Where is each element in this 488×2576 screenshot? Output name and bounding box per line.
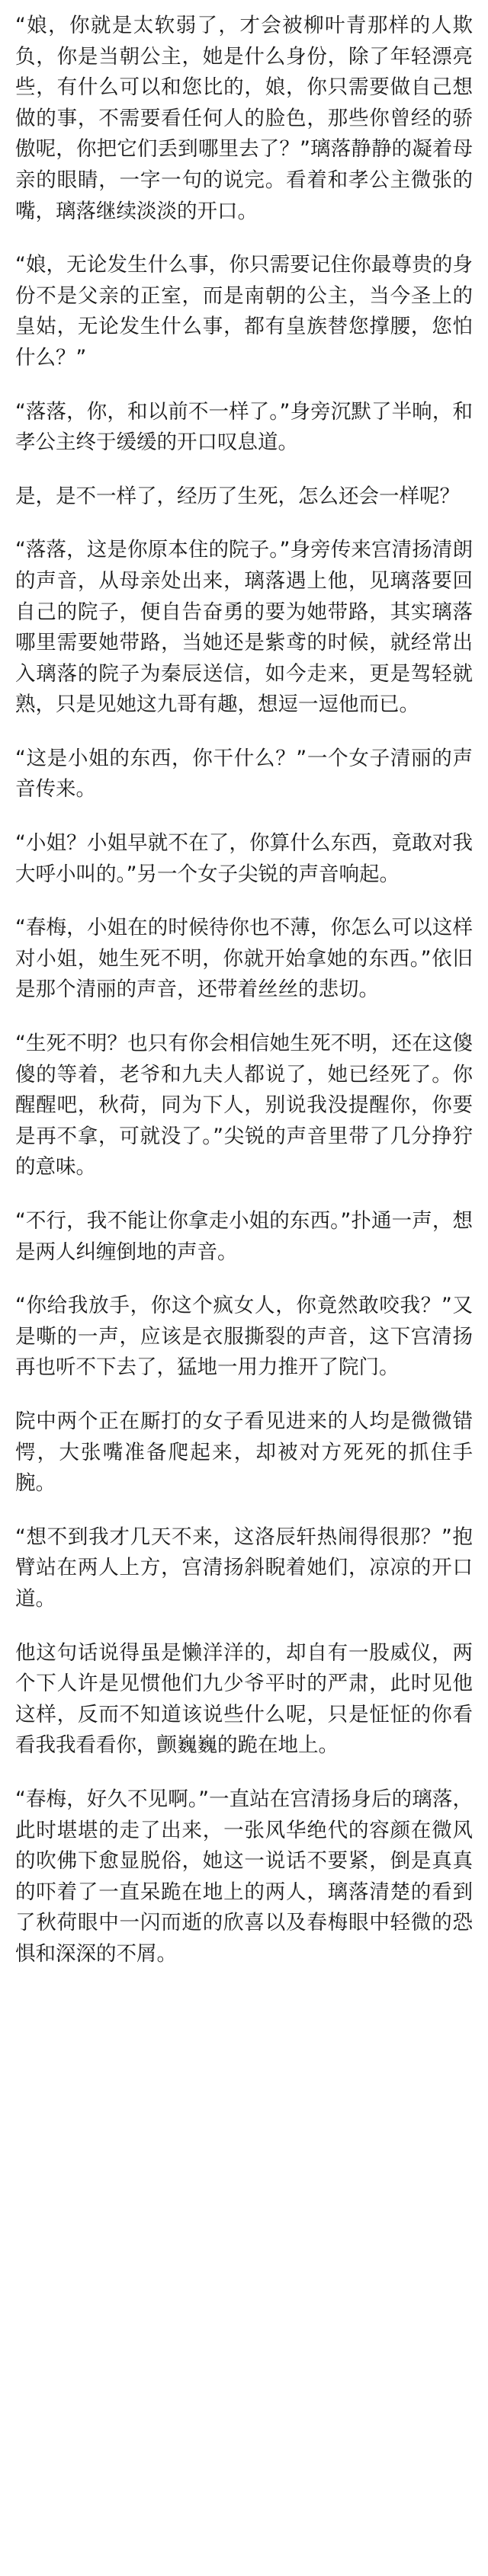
paragraph: “小姐？小姐早就不在了，你算什么东西，竟敢对我大呼小叫的。”另一个女子尖锐的声音响起。 [15, 831, 473, 886]
paragraph: “娘，你就是太软弱了，才会被柳叶青那样的人欺负，你是当朝公主，她是什么身份，除了年轻漂亮些，有什么可以和您比的，娘，你只需要做自己想做的事，不需要看任何人的脸色，那些你曾经的骄傲呢，你把它们丢到哪里去了？”璃落静静的凝着母亲的眼睛，一字一句的说完。看着和孝公主微张的嘴，璃落继续淡淡的开口。 [15, 14, 473, 223]
paragraph: “春梅，好久不见啊。”一直站在宫清扬身后的璃落，此时堪堪的走了出来，一张风华绝代的容颜在微风的吹佛下愈显脱俗，她这一说话不要紧，倒是真真的吓着了一直呆跪在地上的两人，璃落清楚的看到了秋荷眼中一闪而逝的欣喜以及春梅眼中轻微的恐惧和深深的不屑。 [15, 1787, 473, 1966]
paragraph: “落落，你，和以前不一样了。”身旁沉默了半晌，和孝公主终于缓缓的开口叹息道。 [15, 399, 473, 455]
paragraph: “这是小姐的东西，你干什么？”一个女子清丽的声音传来。 [15, 746, 473, 802]
paragraph: “落落，这是你原本住的院子。”身旁传来宫清扬清朗的声音，从母亲处出来，璃落遇上他，见璃落要回自己的院子，便自告奋勇的要为她带路，其实璃落哪里需要她带路，当她还是紫鸢的时候，就经常出入璃落的院子为秦辰送信，如今走来，更是驾轻就熟，只是见她这九哥有趣，想逗一逗他而已。 [15, 538, 473, 717]
paragraph: “娘，无论发生什么事，你只需要记住你最尊贵的身份不是父亲的正室，而是南朝的公主，当今圣上的皇姑，无论发生什么事，都有皇族替您撑腰，您怕什么？” [15, 253, 473, 370]
paragraph: 是，是不一样了，经历了生死，怎么还会一样呢？ [15, 484, 460, 508]
paragraph: “生死不明？也只有你会相信她生死不明，还在这傻傻的等着，老爷和九夫人都说了，她已经死了。你醒醒吧，秋荷，同为下人，别说我没提醒你，你要是再不拿，可就没了。”尖锐的声音里带了几分挣狞的意味。 [15, 1032, 473, 1179]
paragraph: 他这句话说得虽是懒洋洋的，却自有一股威仪，两个下人许是见惯他们九少爷平时的严肃，此时见他这样，反而不知道该说些什么呢，只是怔怔的你看看我我看看你，颤巍巍的跪在地上。 [15, 1640, 473, 1758]
paragraph: “想不到我才几天不来，这洛辰轩热闹得很那？”抱臂站在两人上方，宫清扬斜睨着她们，凉凉的开口道。 [15, 1525, 473, 1611]
paragraph: “春梅，小姐在的时候待你也不薄，你怎么可以这样对小姐，她生死不明，你就开始拿她的东西。”依旧是那个清丽的声音，还带着丝丝的悲切。 [15, 916, 473, 1002]
paragraph: “你给我放手，你这个疯女人，你竟然敢咬我？”又是嘶的一声，应该是衣服撕裂的声音，这下宫清扬再也听不下去了，猛地一用力推开了院门。 [15, 1294, 473, 1380]
paragraph: 院中两个正在厮打的女子看见进来的人均是微微错愕，大张嘴准备爬起来，却被对方死死的抓住手腕。 [15, 1409, 473, 1496]
paragraph: “不行，我不能让你拿走小姐的东西。”扑通一声，想是两人纠缠倒地的声音。 [15, 1209, 473, 1264]
